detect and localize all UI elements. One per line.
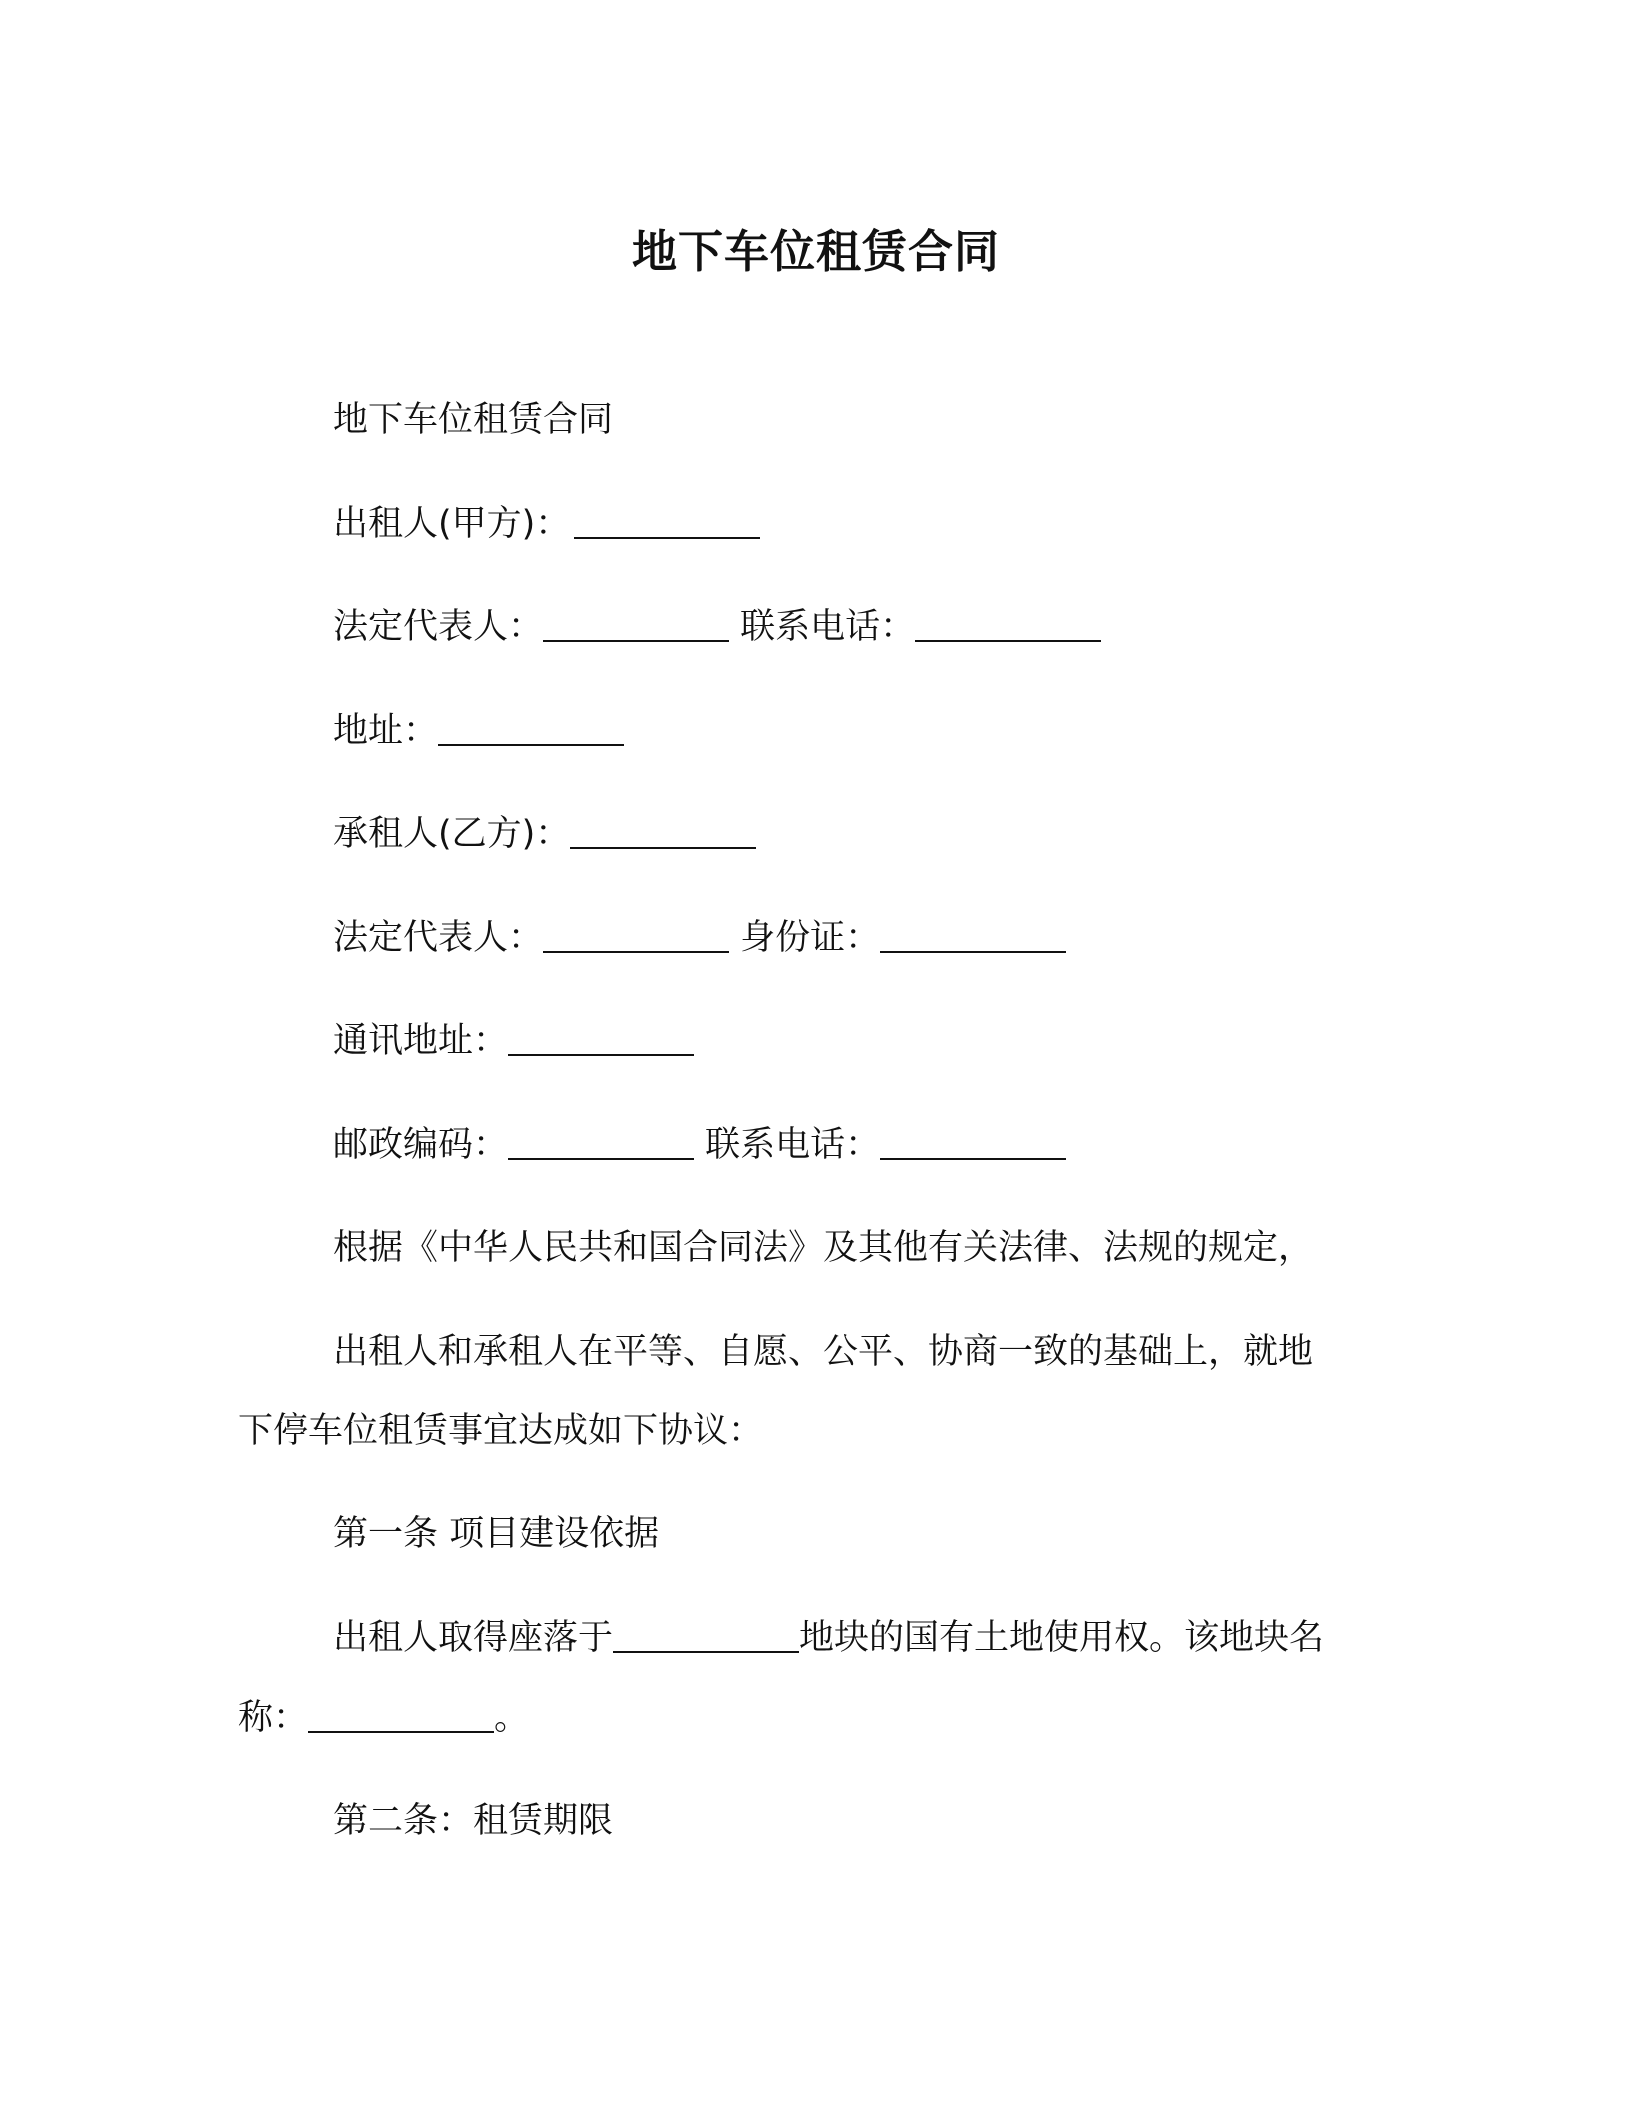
article1-text-part2: 地块的国有土地使用权。该地块名 — [799, 1618, 1325, 1658]
lessee-mail-address-label: 通讯地址： — [333, 1021, 509, 1061]
lessee-phone-label: 联系电话： — [705, 1125, 881, 1165]
article1-line1 — [333, 1616, 1324, 1660]
lessor-rep-line — [333, 605, 1101, 649]
agreement-paragraph-line1: 出租人和承租人在平等、自愿、公平、协商一致的基础上，就地 — [333, 1332, 1314, 1372]
lessor-label: 出租人(甲方)： — [333, 504, 571, 544]
document-subtitle: 地下车位租赁合同 — [333, 400, 614, 440]
lessor-phone-label: 联系电话： — [740, 607, 916, 647]
article1-line2 — [238, 1696, 529, 1740]
article1-text-part1: 出租人取得座落于 — [333, 1618, 614, 1658]
lessee-postcode-label: 邮政编码： — [333, 1125, 509, 1165]
lessee-postcode-blank — [508, 1123, 694, 1160]
lessor-rep-blank — [543, 605, 729, 642]
lessee-rep-label: 法定代表人： — [333, 918, 544, 958]
land-name-blank — [308, 1696, 494, 1733]
article2-heading: 第二条：租赁期限 — [333, 1801, 614, 1841]
lessee-mail-address-line — [333, 1019, 694, 1063]
document-title: 地下车位租赁合同 — [631, 225, 1000, 278]
lessee-line — [333, 812, 756, 856]
basis-paragraph: 根据《中华人民共和国合同法》及其他有关法律、法规的规定， — [333, 1228, 1314, 1268]
article1-line2-end: 。 — [494, 1698, 530, 1738]
land-name-label: 称： — [238, 1698, 309, 1738]
article1-heading: 第一条 项目建设依据 — [333, 1514, 660, 1554]
lessee-rep-blank — [543, 916, 729, 953]
lessee-rep-line — [333, 916, 1066, 960]
lessor-rep-label: 法定代表人： — [333, 607, 544, 647]
lessor-phone-blank — [915, 605, 1101, 642]
lessor-blank — [574, 502, 760, 539]
lessee-phone-blank — [880, 1123, 1066, 1160]
lessor-address-label: 地址： — [333, 711, 439, 751]
lessor-address-blank — [438, 709, 624, 746]
lessor-line — [333, 502, 760, 546]
lessor-address-line — [333, 709, 624, 753]
land-location-blank — [613, 1616, 799, 1653]
lessee-label: 承租人(乙方)： — [333, 814, 571, 854]
lessee-id-label: 身份证： — [740, 918, 881, 958]
lessee-id-blank — [880, 916, 1066, 953]
lessee-mail-address-blank — [508, 1019, 694, 1056]
lessee-blank — [570, 812, 756, 849]
agreement-paragraph-line2: 下停车位租赁事宜达成如下协议： — [238, 1411, 764, 1451]
lessee-postcode-line — [333, 1123, 1066, 1167]
